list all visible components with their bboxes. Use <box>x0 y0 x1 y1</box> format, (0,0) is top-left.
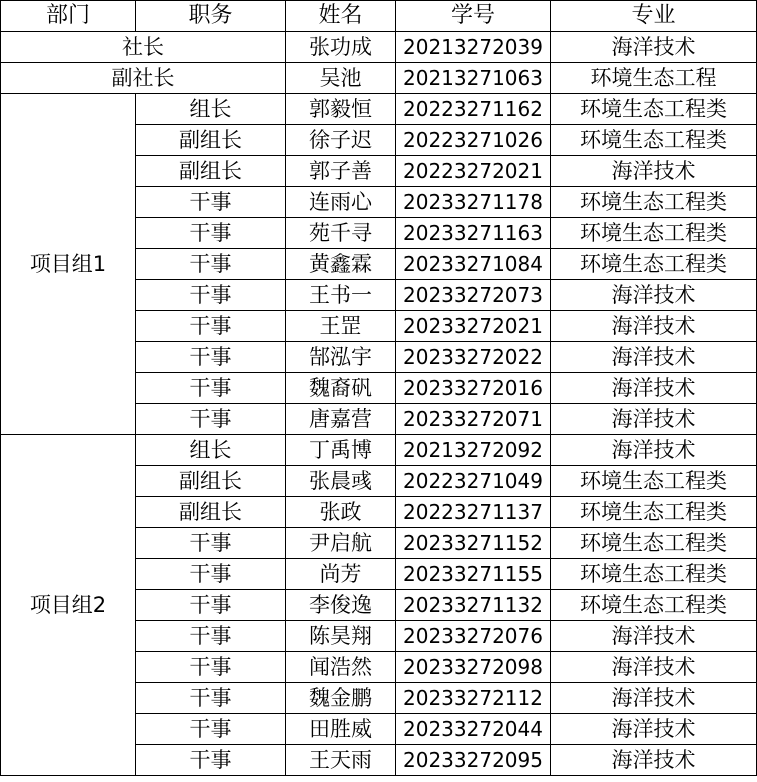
student-id-cell: 20233271155 <box>396 559 551 590</box>
major-cell: 环境生态工程类 <box>551 590 757 621</box>
name-cell: 陈昊翔 <box>286 621 396 652</box>
student-id-cell: 20213271063 <box>396 63 551 94</box>
position-cell: 干事 <box>136 187 286 218</box>
student-id-cell: 20223271162 <box>396 94 551 125</box>
position-cell: 副社长 <box>1 63 286 94</box>
position-cell: 干事 <box>136 404 286 435</box>
position-cell: 干事 <box>136 683 286 714</box>
position-cell: 干事 <box>136 590 286 621</box>
position-cell: 干事 <box>136 311 286 342</box>
header-student-id: 学号 <box>396 1 551 32</box>
major-cell: 环境生态工程类 <box>551 466 757 497</box>
student-id-cell: 20223271049 <box>396 466 551 497</box>
name-cell: 王书一 <box>286 280 396 311</box>
position-cell: 干事 <box>136 559 286 590</box>
table-row <box>1 435 757 466</box>
position-cell: 干事 <box>136 745 286 776</box>
name-cell: 郭子善 <box>286 156 396 187</box>
name-cell: 李俊逸 <box>286 590 396 621</box>
student-id-cell: 20223272021 <box>396 156 551 187</box>
name-cell: 王天雨 <box>286 745 396 776</box>
major-cell: 环境生态工程类 <box>551 497 757 528</box>
major-cell: 环境生态工程类 <box>551 249 757 280</box>
major-cell: 海洋技术 <box>551 156 757 187</box>
name-cell: 魏金鹏 <box>286 683 396 714</box>
header-row <box>1 1 757 32</box>
name-cell: 郭毅恒 <box>286 94 396 125</box>
name-cell: 闻浩然 <box>286 652 396 683</box>
header-major: 专业 <box>551 1 757 32</box>
major-cell: 环境生态工程类 <box>551 528 757 559</box>
student-id-cell: 20233272112 <box>396 683 551 714</box>
position-cell: 干事 <box>136 528 286 559</box>
major-cell: 海洋技术 <box>551 745 757 776</box>
student-id-cell: 20233272071 <box>396 404 551 435</box>
name-cell: 张晨彧 <box>286 466 396 497</box>
name-cell: 黄鑫霖 <box>286 249 396 280</box>
name-cell: 尚芳 <box>286 559 396 590</box>
major-cell: 海洋技术 <box>551 652 757 683</box>
position-cell: 干事 <box>136 714 286 745</box>
student-id-cell: 20213272092 <box>396 435 551 466</box>
major-cell: 海洋技术 <box>551 435 757 466</box>
student-id-cell: 20233272098 <box>396 652 551 683</box>
major-cell: 海洋技术 <box>551 342 757 373</box>
student-id-cell: 20233271132 <box>396 590 551 621</box>
name-cell: 连雨心 <box>286 187 396 218</box>
student-id-cell: 20233272021 <box>396 311 551 342</box>
position-cell: 组长 <box>136 94 286 125</box>
header-name: 姓名 <box>286 1 396 32</box>
major-cell: 环境生态工程 <box>551 63 757 94</box>
position-cell: 组长 <box>136 435 286 466</box>
student-id-cell: 20223271137 <box>396 497 551 528</box>
position-cell: 干事 <box>136 373 286 404</box>
student-id-cell: 20233272076 <box>396 621 551 652</box>
major-cell: 环境生态工程类 <box>551 125 757 156</box>
student-id-cell: 20233272095 <box>396 745 551 776</box>
table-row-leader <box>1 63 757 94</box>
header-position: 职务 <box>136 1 286 32</box>
position-cell: 副组长 <box>136 125 286 156</box>
student-id-cell: 20233271084 <box>396 249 551 280</box>
major-cell: 海洋技术 <box>551 311 757 342</box>
position-cell: 副组长 <box>136 156 286 187</box>
name-cell: 张政 <box>286 497 396 528</box>
table-body <box>1 32 757 776</box>
name-cell: 苑千寻 <box>286 218 396 249</box>
major-cell: 海洋技术 <box>551 280 757 311</box>
position-cell: 干事 <box>136 621 286 652</box>
major-cell: 环境生态工程类 <box>551 94 757 125</box>
position-cell: 干事 <box>136 249 286 280</box>
major-cell: 海洋技术 <box>551 373 757 404</box>
name-cell: 魏裔矾 <box>286 373 396 404</box>
position-cell: 干事 <box>136 652 286 683</box>
student-id-cell: 20233272022 <box>396 342 551 373</box>
student-id-cell: 20223271026 <box>396 125 551 156</box>
position-cell: 干事 <box>136 280 286 311</box>
student-id-cell: 20233272073 <box>396 280 551 311</box>
major-cell: 环境生态工程类 <box>551 218 757 249</box>
name-cell: 徐子迟 <box>286 125 396 156</box>
name-cell: 田胜威 <box>286 714 396 745</box>
major-cell: 海洋技术 <box>551 683 757 714</box>
table-row-leader <box>1 32 757 63</box>
department-cell: 项目组2 <box>1 435 136 776</box>
student-id-cell: 20233271178 <box>396 187 551 218</box>
name-cell: 王罡 <box>286 311 396 342</box>
name-cell: 吴池 <box>286 63 396 94</box>
position-cell: 社长 <box>1 32 286 63</box>
name-cell: 唐嘉营 <box>286 404 396 435</box>
position-cell: 副组长 <box>136 497 286 528</box>
major-cell: 海洋技术 <box>551 404 757 435</box>
student-id-cell: 20233271163 <box>396 218 551 249</box>
position-cell: 副组长 <box>136 466 286 497</box>
major-cell: 海洋技术 <box>551 714 757 745</box>
table-row <box>1 94 757 125</box>
major-cell: 海洋技术 <box>551 621 757 652</box>
student-id-cell: 20233272044 <box>396 714 551 745</box>
name-cell: 张功成 <box>286 32 396 63</box>
position-cell: 干事 <box>136 342 286 373</box>
table-header <box>1 1 757 32</box>
department-cell: 项目组1 <box>1 94 136 435</box>
name-cell: 尹启航 <box>286 528 396 559</box>
student-id-cell: 20233271152 <box>396 528 551 559</box>
name-cell: 丁禹博 <box>286 435 396 466</box>
name-cell: 郜泓宇 <box>286 342 396 373</box>
major-cell: 海洋技术 <box>551 32 757 63</box>
student-id-cell: 20213272039 <box>396 32 551 63</box>
major-cell: 环境生态工程类 <box>551 559 757 590</box>
student-id-cell: 20233272016 <box>396 373 551 404</box>
position-cell: 干事 <box>136 218 286 249</box>
major-cell: 环境生态工程类 <box>551 187 757 218</box>
header-department: 部门 <box>1 1 136 32</box>
